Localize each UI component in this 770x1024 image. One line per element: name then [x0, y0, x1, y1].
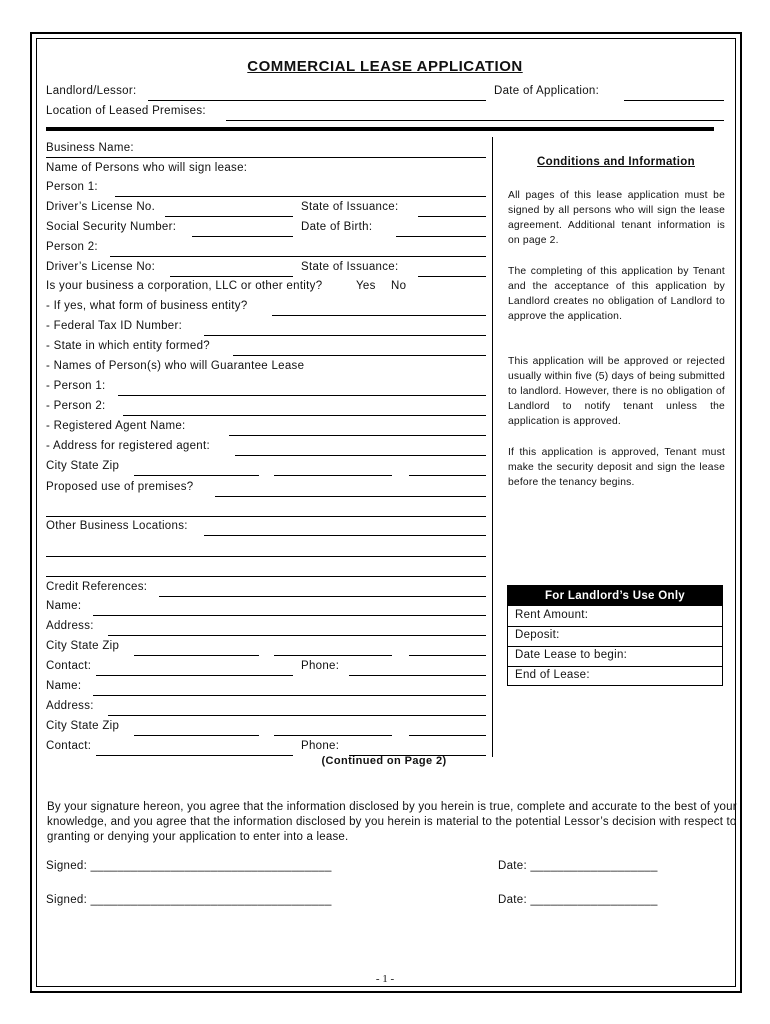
landlord-field[interactable] — [148, 100, 486, 101]
ref2-name-label: Name: — [46, 680, 82, 692]
person1-label: Person 1: — [46, 181, 98, 193]
reg-address-field[interactable] — [235, 455, 486, 456]
state-issuance2-label: State of Issuance: — [301, 261, 399, 273]
date-line-2[interactable]: Date: ___________________ — [498, 894, 658, 906]
other-locations-field-2[interactable] — [46, 556, 486, 557]
ref1-city-field[interactable] — [134, 655, 259, 656]
state-field[interactable] — [274, 475, 392, 476]
dl-no2-field[interactable] — [170, 276, 293, 277]
page-title: COMMERCIAL LEASE APPLICATION — [247, 58, 523, 75]
ref1-address-label: Address: — [46, 620, 94, 632]
tax-id-label: - Federal Tax ID Number: — [46, 320, 183, 332]
guarantee-label: - Names of Person(s) who will Guarantee Lease — [46, 360, 305, 372]
entity-form-field[interactable] — [272, 315, 486, 316]
ref2-city-label: City State Zip — [46, 720, 120, 732]
reg-agent-label: - Registered Agent Name: — [46, 420, 186, 432]
section-divider — [46, 127, 714, 131]
column-divider — [492, 137, 493, 757]
ref2-contact-label: Contact: — [46, 740, 92, 752]
proposed-use-label: Proposed use of premises? — [46, 481, 194, 493]
state-issuance-field[interactable] — [418, 216, 486, 217]
proposed-use-field[interactable] — [215, 496, 486, 497]
reg-address-label: - Address for registered agent: — [46, 440, 210, 452]
entity-form-label: - If yes, what form of business entity? — [46, 300, 248, 312]
person2-label: Person 2: — [46, 241, 98, 253]
reg-agent-field[interactable] — [229, 435, 486, 436]
guarantor1-label: - Person 1: — [46, 380, 106, 392]
ssn-label: Social Security Number: — [46, 221, 177, 233]
zip-field[interactable] — [409, 475, 486, 476]
tax-id-field[interactable] — [204, 335, 486, 336]
dl-no-label: Driver’s License No. — [46, 201, 156, 213]
landlord-use-box — [507, 585, 723, 686]
state-issuance2-field[interactable] — [418, 276, 486, 277]
ref1-state-field[interactable] — [274, 655, 392, 656]
rent-amount-label: Rent Amount: — [515, 609, 589, 621]
state-formed-field[interactable] — [233, 355, 486, 356]
dl-no-field[interactable] — [165, 216, 293, 217]
guarantor1-field[interactable] — [118, 395, 486, 396]
landlord-box-heading: For Landlord’s Use Only — [508, 586, 722, 606]
date-of-application-field[interactable] — [624, 100, 724, 101]
ref1-contact-field[interactable] — [96, 675, 293, 676]
dl-no2-label: Driver’s License No: — [46, 261, 156, 273]
lease-end-label: End of Lease: — [515, 669, 590, 681]
state-formed-label: - State in which entity formed? — [46, 340, 210, 352]
ref1-address-field[interactable] — [108, 635, 486, 636]
no-option[interactable]: No — [391, 280, 407, 292]
ssn-field[interactable] — [192, 236, 293, 237]
location-field[interactable] — [226, 120, 724, 121]
location-label: Location of Leased Premises: — [46, 105, 206, 117]
business-name-label: Business Name: — [46, 142, 134, 154]
other-locations-label: Other Business Locations: — [46, 520, 188, 532]
signed-line-2[interactable]: Signed: ____________________________________ — [46, 894, 332, 906]
conditions-paragraph-1: All pages of this lease application must be signed by all persons who will sign the lease agreement. Additional tenant information is on page 2. — [508, 190, 725, 246]
ref2-name-field[interactable] — [93, 695, 486, 696]
yes-option[interactable]: Yes — [356, 280, 376, 292]
other-locations-field-3[interactable] — [46, 576, 486, 577]
dob-field[interactable] — [396, 236, 486, 237]
guarantor2-field[interactable] — [123, 415, 486, 416]
date-of-application-label: Date of Application: — [494, 85, 600, 97]
box-row-divider — [508, 626, 722, 627]
box-row-divider — [508, 646, 722, 647]
date-line-1[interactable]: Date: ___________________ — [498, 860, 658, 872]
business-name-field[interactable] — [46, 157, 486, 158]
ref1-contact-label: Contact: — [46, 660, 92, 672]
page-number: - 1 - — [375, 973, 395, 985]
ref1-city-label: City State Zip — [46, 640, 120, 652]
persons-sign-label: Name of Persons who will sign lease: — [46, 162, 248, 174]
ref2-phone-label: Phone: — [301, 740, 340, 752]
ref1-zip-field[interactable] — [409, 655, 486, 656]
ref2-state-field[interactable] — [274, 735, 392, 736]
ref1-phone-label: Phone: — [301, 660, 340, 672]
city-state-zip-label: City State Zip — [46, 460, 120, 472]
ref2-zip-field[interactable] — [409, 735, 486, 736]
proposed-use-field-2[interactable] — [46, 516, 486, 517]
state-issuance-label: State of Issuance: — [301, 201, 399, 213]
dob-label: Date of Birth: — [301, 221, 373, 233]
person1-field[interactable] — [115, 196, 486, 197]
lease-begin-label: Date Lease to begin: — [515, 649, 628, 661]
credit-refs-label: Credit References: — [46, 581, 148, 593]
ref2-address-field[interactable] — [108, 715, 486, 716]
agreement-text: By your signature hereon, you agree that the information disclosed by you herein is true, complete and accurate to the best of your knowledge, and you agree that the information disclosed by you herein is material to the potential Lessor’s decision with respect to granting or denying your application to enter into a lease. — [47, 801, 737, 843]
credit-refs-field[interactable] — [159, 596, 486, 597]
box-row-divider — [508, 666, 722, 667]
signed-line-1[interactable]: Signed: ____________________________________ — [46, 860, 332, 872]
other-locations-field[interactable] — [204, 535, 486, 536]
ref1-phone-field[interactable] — [349, 675, 486, 676]
conditions-heading: Conditions and Information — [537, 156, 695, 168]
conditions-paragraph-4: If this application is approved, Tenant must make the security deposit and sign the lease before the tenancy begins. — [508, 447, 725, 488]
ref2-address-label: Address: — [46, 700, 94, 712]
conditions-paragraph-3: This application will be approved or rejected usually within five (5) days of being submitted to landlord. However, there is no obligation of Landlord to notify tenant unless the application is approved. — [508, 356, 725, 427]
deposit-label: Deposit: — [515, 629, 560, 641]
ref1-name-label: Name: — [46, 600, 82, 612]
corp-question: Is your business a corporation, LLC or other entity? — [46, 280, 323, 292]
city-field[interactable] — [134, 475, 259, 476]
landlord-label: Landlord/Lessor: — [46, 85, 137, 97]
guarantor2-label: - Person 2: — [46, 400, 106, 412]
person2-field[interactable] — [110, 256, 486, 257]
continued-note: (Continued on Page 2) — [321, 755, 447, 767]
ref1-name-field[interactable] — [93, 615, 486, 616]
ref2-city-field[interactable] — [134, 735, 259, 736]
conditions-paragraph-2: The completing of this application by Tenant and the acceptance of this application by Landlord creates no obligation of Landlord to approve the application. — [508, 266, 725, 322]
